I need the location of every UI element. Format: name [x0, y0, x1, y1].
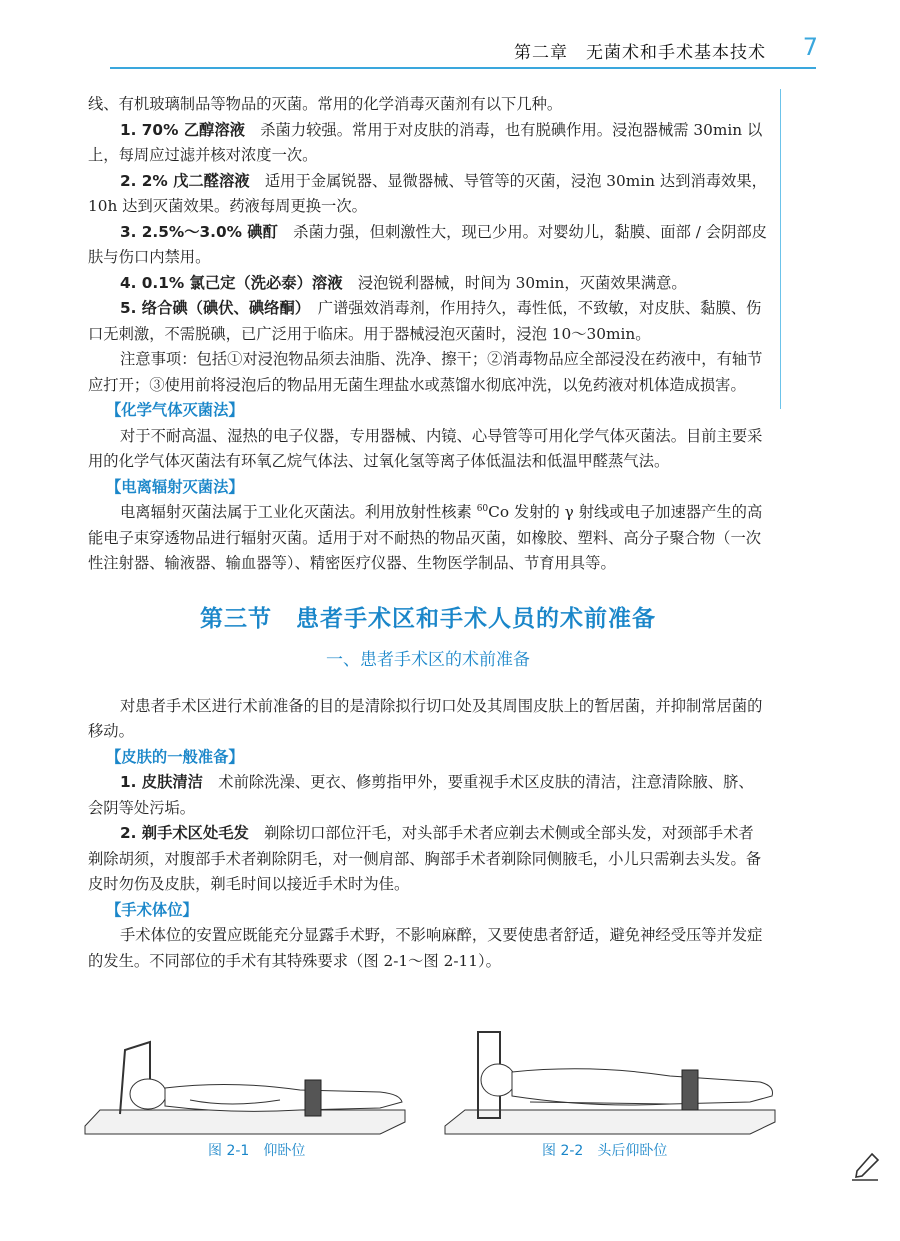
list-item	[88, 169, 768, 220]
head-tilt-supine-figure	[440, 1030, 790, 1135]
list-item	[88, 296, 768, 347]
item-term: 2. 2% 戊二醛溶液	[120, 171, 250, 190]
supine-position-figure	[80, 1030, 410, 1135]
paragraph: 对于不耐高温、湿热的电子仪器，专用器械、内镜、心导管等可用化学气体灭菌法。目前主要采用的化学气体灭菌法有环氧乙烷气体法、过氧化氢等离子体低温法和低温甲醛蒸气法。	[88, 426, 763, 470]
subheading: 【手术体位】	[106, 900, 198, 919]
page-body	[88, 92, 768, 974]
item-term: 4. 0.1% 氯己定（洗必泰）溶液	[120, 273, 343, 292]
subheading: 【皮肤的一般准备】	[106, 747, 244, 766]
paragraph	[88, 500, 768, 577]
item-text: 杀菌力较强。常用于对皮肤的消毒，也有脱碘作用。浸泡器械需 30min 以上，每周应过滤并核对浓度一次。	[88, 120, 763, 164]
list-item	[88, 770, 768, 821]
item-term: 1. 70% 乙醇溶液	[120, 120, 245, 139]
paragraph: 对患者手术区进行术前准备的目的是清除拟行切口处及其周围皮肤上的暂居菌，并抑制常居菌的移动。	[88, 696, 763, 740]
page-number: 7	[802, 33, 818, 61]
list-item	[88, 821, 768, 898]
header-rule	[110, 67, 816, 69]
section-title: 第三节 患者手术区和手术人员的术前准备	[200, 605, 656, 632]
item-text: 浸泡锐利器械，时间为 30min，灭菌效果满意。	[357, 273, 687, 292]
text-run: 电离辐射灭菌法属于工业化灭菌法。利用放射性核素	[120, 503, 477, 521]
paragraph: 手术体位的安置应既能充分显露手术野，不影响麻醉，又要使患者舒适，避免神经受压等并发症的发生。不同部位的手术有其特殊要求（图 2-1～图 2-11）。	[88, 926, 763, 970]
figure-caption: 图 2-1 仰卧位	[208, 1143, 306, 1159]
item-text: 适用于金属锐器、显微器械、导管等的灭菌，浸泡 30min 达到消毒效果，10h 达到灭菌效果。药液每周更换一次。	[88, 171, 767, 215]
note-paragraph: 注意事项：包括①对浸泡物品须去油脂、洗净、擦干；②消毒物品应全部浸没在药液中，有轴节应打开；③使用前将浸泡后的物品用无菌生理盐水或蒸馏水彻底冲洗，以免药液对机体造成损害。	[88, 350, 763, 394]
subheading: 【化学气体灭菌法】	[106, 401, 244, 419]
text-run: Co 发射的 γ 射线或电子加速器产生的高能电子束穿透物品进行辐射灭菌。适用于对不耐热的物品灭菌，如橡胶、塑料、高分子聚合物（一次性注射器、输液器、输血器等）、精密医疗仪器、生物医学制品、节育用具等。	[88, 503, 763, 572]
pen-icon	[848, 1150, 882, 1184]
item-term: 3. 2.5%～3.0% 碘酊	[120, 222, 278, 241]
subsection-title: 一、患者手术区的术前准备	[326, 650, 530, 670]
margin-rule	[780, 89, 781, 409]
list-item	[88, 220, 768, 271]
list-item	[88, 271, 768, 297]
item-text: 杀菌力强，但刺激性大，现已少用。对婴幼儿，黏膜、面部 / 会阴部皮肤与伤口内禁用。	[88, 222, 767, 266]
figure-row	[80, 1030, 780, 1170]
item-term: 5. 络合碘（碘伏、碘络酮）	[120, 299, 303, 317]
chapter-title: 第二章 无菌术和手术基本技术	[514, 43, 766, 63]
list-item	[88, 118, 768, 169]
item-text: 剃除切口部位汗毛，对头部手术者应剃去术侧或全部头发，对颈部手术者剃除胡须，对腹部手术者剃除阴毛，对一侧肩部、胸部手术者剃除同侧腋毛，小儿只需剃去头发。备皮时勿伤及皮肤，剃毛时间以接近手术时为佳。	[88, 824, 762, 893]
superscript: 60	[476, 503, 489, 514]
figure-caption: 图 2-2 头后仰卧位	[542, 1143, 668, 1159]
item-term: 2. 剃手术区处毛发	[120, 824, 249, 842]
paragraph: 线、有机玻璃制品等物品的灭菌。常用的化学消毒灭菌剂有以下几种。	[88, 95, 563, 113]
page-header	[0, 0, 900, 80]
item-term: 1. 皮肤清洁	[120, 773, 203, 791]
subheading: 【电离辐射灭菌法】	[106, 477, 244, 496]
item-text: 广谱强效消毒剂，作用持久，毒性低，不致敏，对皮肤、黏膜、伤口无刺激，不需脱碘，已广泛用于临床。用于器械浸泡灭菌时，浸泡 10～30min。	[88, 299, 762, 343]
item-text: 术前除洗澡、更衣、修剪指甲外，要重视手术区皮肤的清洁，注意清除腋、脐、会阴等处污垢。	[88, 773, 754, 817]
